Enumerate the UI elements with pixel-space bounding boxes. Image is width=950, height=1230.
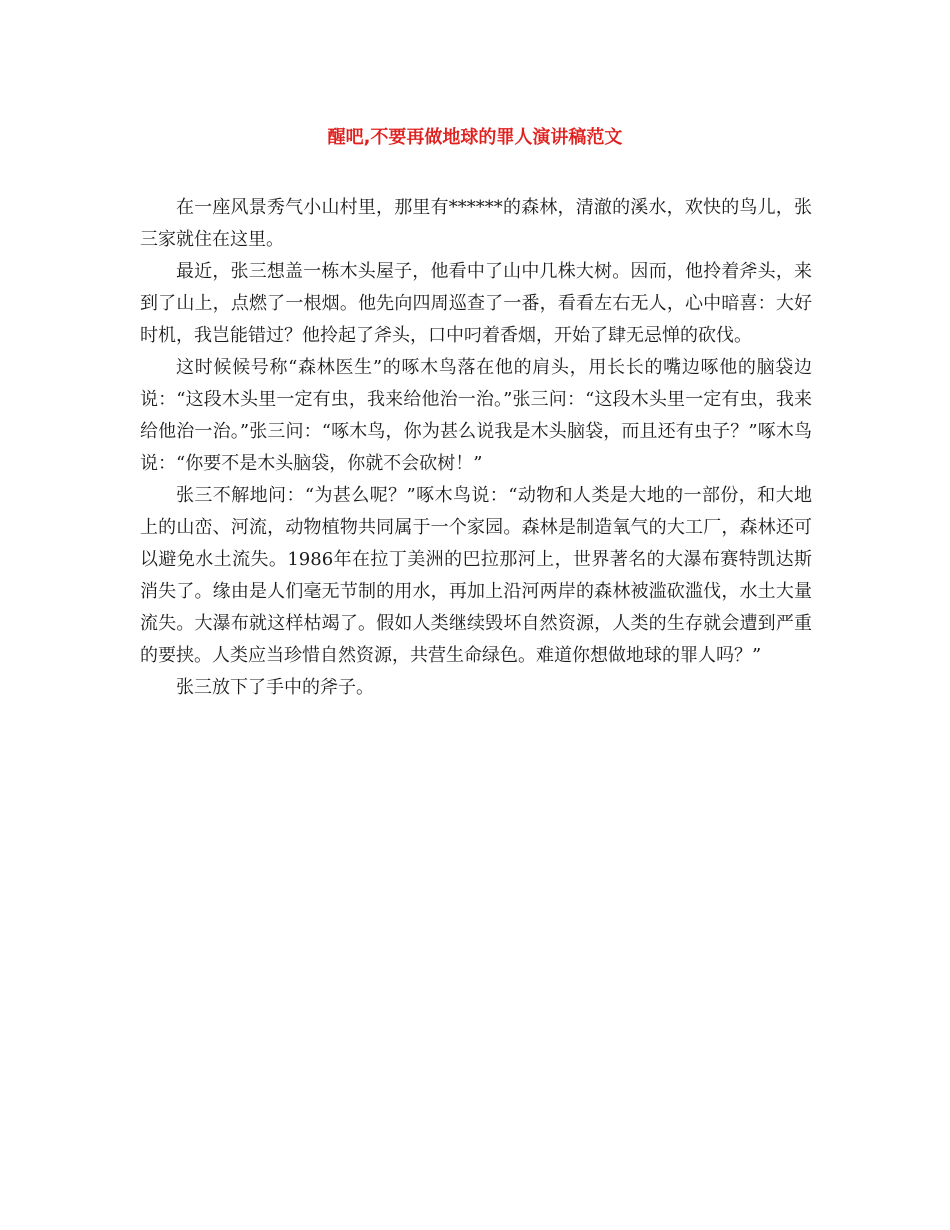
paragraph: 张三放下了手中的斧子。 — [176, 677, 374, 698]
paragraph: 这时候候号称“森林医生”的啄木鸟落在他的肩头，用长长的嘴边啄他的脑袋边说：“这段木头里一定有虫，我来给他治一治。”张三问：“这段木头里一定有虫，我来给他治一治。”张三问：“啄木鸟，你为甚么说我是木头脑袋，而且还有虫子？”啄木鸟说：“你要不是木头脑袋，你就不会砍树！” — [140, 357, 812, 474]
paragraph: 最近，张三想盖一栋木头屋子，他看中了山中几株大树。因而，他拎着斧头，来到了山上，点燃了一根烟。他先向四周巡查了一番，看看左右无人，心中暗喜：大好时机，我岂能错过？他拎起了斧头，口中叼着香烟，开始了肆无忌惮的砍伐。 — [140, 261, 812, 346]
document-body — [140, 192, 812, 704]
document-title: 醒吧,不要再做地球的罪人演讲稿范文 — [327, 127, 623, 148]
paragraph: 张三不解地问：“为甚么呢？”啄木鸟说：“动物和人类是大地的一部份，和大地上的山峦、河流，动物植物共同属于一个家园。森林是制造氧气的大工厂，森林还可以避免水土流失。1986年在拉丁美洲的巴拉那河上，世界著名的大瀑布赛特凯达斯消失了。缘由是人们毫无节制的用水，再加上沿河两岸的森林被滥砍滥伐，水土大量流失。大瀑布就这样枯竭了。假如人类继续毁坏自然资源，人类的生存就会遭到严重的要挟。人类应当珍惜自然资源，共营生命绿色。难道你想做地球的罪人吗？” — [140, 485, 812, 666]
paragraph: 在一座风景秀气小山村里，那里有******的森林，清澈的溪水，欢快的鸟儿，张三家就住在这里。 — [140, 197, 812, 250]
